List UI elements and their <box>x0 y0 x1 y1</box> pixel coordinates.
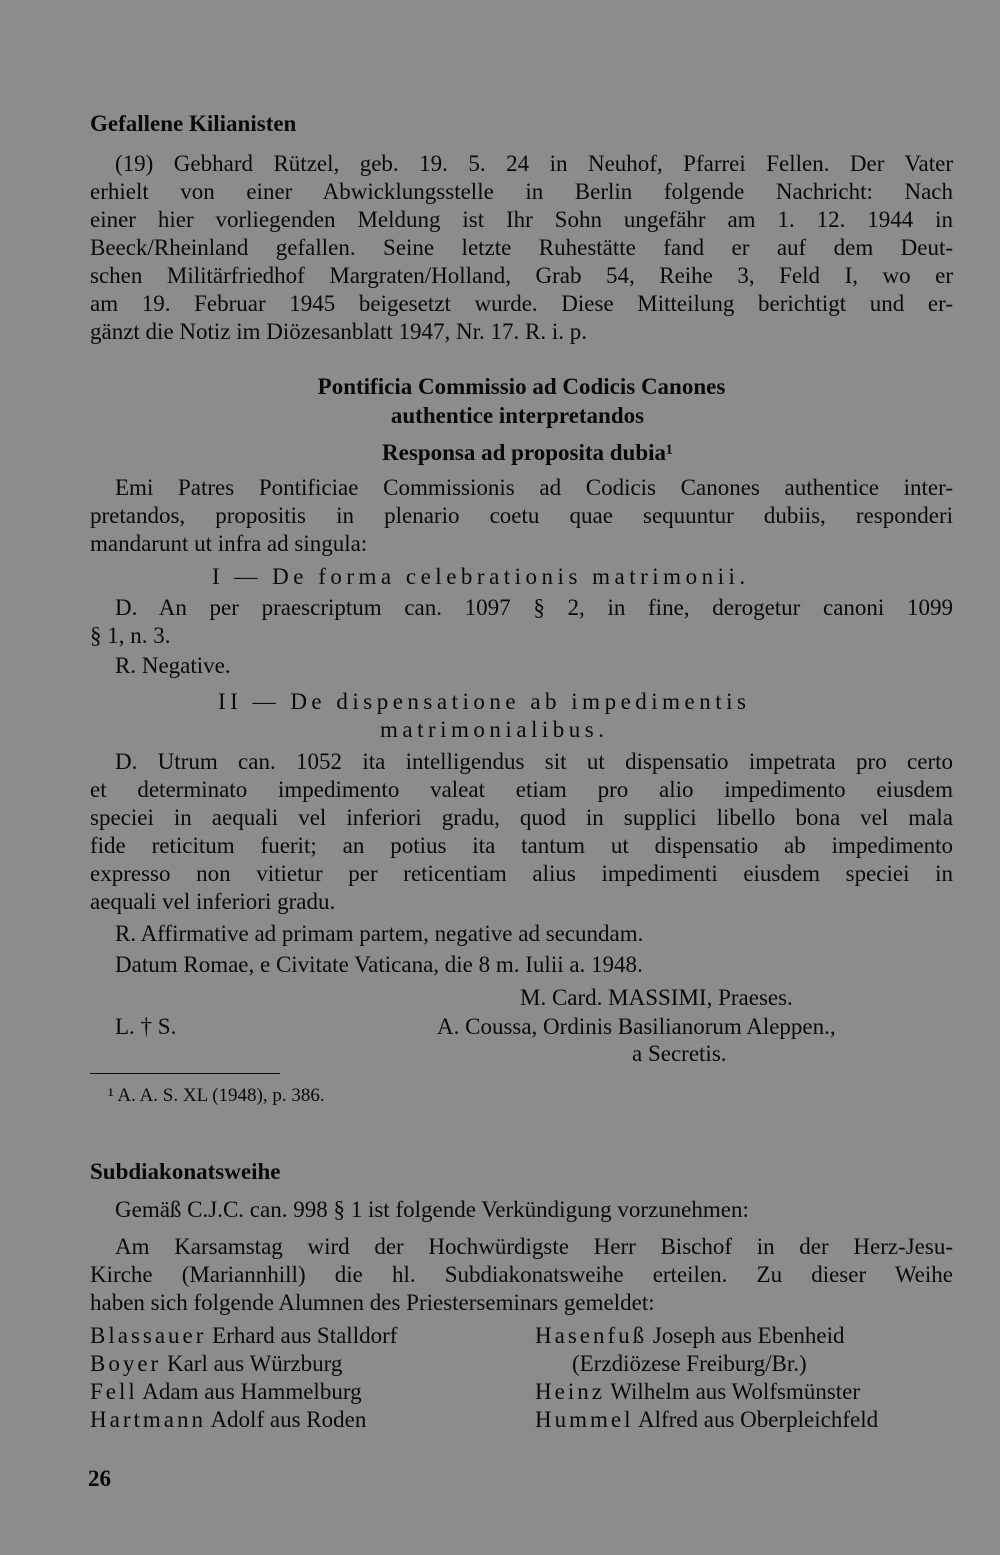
paragraph-line: haben sich folgende Alumnen des Priesterseminars gemeldet: <box>90 1290 655 1315</box>
paragraph-line: Emi Patres Pontificiae Commissionis ad Codicis Canones authentice inter- <box>115 475 953 500</box>
subheading-matrimonialibus: matrimonialibus. <box>380 717 609 742</box>
responsum-line: R. Affirmative ad primam partem, negative ad secundam. <box>115 921 644 946</box>
dubium-line: D. An per praescriptum can. 1097 § 2, in fine, derogetur canoni 1099 <box>115 595 953 620</box>
paragraph-line: Beeck/Rheinland gefallen. Seine letzte Ruhestätte fand er auf dem Deut- <box>90 235 953 260</box>
signature-coussa: A. Coussa, Ordinis Basilianorum Aleppen., <box>437 1014 836 1039</box>
candidate-entry <box>535 1406 878 1434</box>
paragraph-line: gänzt die Notiz im Diözesanblatt 1947, Nr. 17. R. i. p. <box>90 319 587 344</box>
candidate-surname: Hummel <box>535 1407 634 1432</box>
section-heading-gefallene: Gefallene Kilianisten <box>90 111 297 136</box>
candidate-entry <box>90 1322 397 1350</box>
candidate-details: Joseph aus Ebenheid <box>647 1323 845 1348</box>
datum-line: Datum Romae, e Civitate Vaticana, die 8 m. Iulii a. 1948. <box>115 952 643 977</box>
signature-massimi: M. Card. MASSIMI, Praeses. <box>520 985 793 1010</box>
candidate-details: Adam aus Hammelburg <box>137 1379 362 1404</box>
candidate-details: Wilhelm aus Wolfsmünster <box>604 1379 861 1404</box>
dubium-line: expresso non vitietur per reticentiam alius impedimenti eiusdem speciei in <box>90 861 953 886</box>
dubium-line: § 1, n. 3. <box>90 623 171 648</box>
dubium-line: et determinato impedimento valeat etiam pro alio impedimento eiusdem <box>90 777 953 802</box>
candidate-surname: Fell <box>90 1379 138 1404</box>
paragraph-line: Am Karsamstag wird der Hochwürdigste Herr Bischof in der Herz-Jesu- <box>115 1234 953 1259</box>
dubium-line: fide reticitum fuerit; an potius ita tantum ut dispensatio ab impedimento <box>90 833 953 858</box>
candidate-entry <box>535 1378 860 1406</box>
candidate-details: (Erzdiözese Freiburg/Br.) <box>572 1351 807 1376</box>
paragraph-line: Gemäß C.J.C. can. 998 § 1 ist folgende Verkündigung vorzunehmen: <box>115 1197 749 1222</box>
paragraph-line: pretandos, propositis in plenario coetu quae sequuntur dubiis, responderi <box>90 503 953 528</box>
candidate-details: Adolf aus Roden <box>205 1407 367 1432</box>
subheading-de-forma: I — De forma celebrationis matrimonii. <box>212 564 750 589</box>
dubium-line: D. Utrum can. 1052 ita intelligendus sit ut dispensatio impetrata pro certo <box>115 749 953 774</box>
subheading-de-dispensatione: II — De dispensatione ab impedimentis <box>218 689 751 714</box>
candidate-surname: Boyer <box>90 1351 162 1376</box>
page-number: 26 <box>88 1466 111 1491</box>
candidate-entry <box>90 1406 366 1434</box>
candidate-surname: Blassauer <box>90 1323 207 1348</box>
candidate-details: Karl aus Würzburg <box>161 1351 343 1376</box>
candidate-entry <box>535 1322 845 1350</box>
candidate-details: Erhard aus Stalldorf <box>206 1323 398 1348</box>
footnote: ¹ A. A. S. XL (1948), p. 386. <box>108 1085 325 1106</box>
candidate-details: Alfred aus Oberpleichfeld <box>633 1407 879 1432</box>
candidate-entry <box>90 1378 362 1406</box>
seal-ls: L. † S. <box>115 1014 177 1039</box>
paragraph-line: schen Militärfriedhof Margraten/Holland, Grab 54, Reihe 3, Feld I, wo er <box>90 263 953 288</box>
section-subtitle-interpretandos: authentice interpretandos <box>390 403 645 428</box>
paragraph-line: erhielt von einer Abwicklungsstelle in Berlin folgende Nachricht: Nach <box>90 179 953 204</box>
section-heading-subdiakonatsweihe: Subdiakonatsweihe <box>90 1159 281 1184</box>
paragraph-line: mandarunt ut infra ad singula: <box>90 531 368 556</box>
candidate-entry <box>90 1350 342 1378</box>
section-subtitle-responsa: Responsa ad proposita dubia¹ <box>382 440 673 465</box>
candidate-surname: Hasenfuß <box>535 1323 648 1348</box>
candidate-surname: Heinz <box>535 1379 605 1404</box>
candidate-surname: Hartmann <box>90 1407 206 1432</box>
signature-secretis: a Secretis. <box>632 1041 727 1066</box>
responsum-line: R. Negative. <box>115 653 231 678</box>
paragraph-line: Kirche (Mariannhill) die hl. Subdiakonatsweihe erteilen. Zu dieser Weihe <box>90 1262 953 1287</box>
dubium-line: speciei in aequali vel inferiori gradu, quod in supplici libello bona vel mala <box>90 805 953 830</box>
paragraph-line: (19) Gebhard Rützel, geb. 19. 5. 24 in Neuhof, Pfarrei Fellen. Der Vater <box>115 151 953 176</box>
paragraph-line: am 19. Februar 1945 beigesetzt wurde. Diese Mitteilung berichtigt und er- <box>90 291 953 316</box>
footnote-rule <box>90 1073 280 1074</box>
section-title-commissio: Pontificia Commissio ad Codicis Canones <box>317 374 726 399</box>
candidate-diocese-note <box>572 1350 807 1378</box>
dubium-line: aequali vel inferiori gradu. <box>90 889 336 914</box>
paragraph-line: einer hier vorliegenden Meldung ist Ihr Sohn ungefähr am 1. 12. 1944 in <box>90 207 953 232</box>
